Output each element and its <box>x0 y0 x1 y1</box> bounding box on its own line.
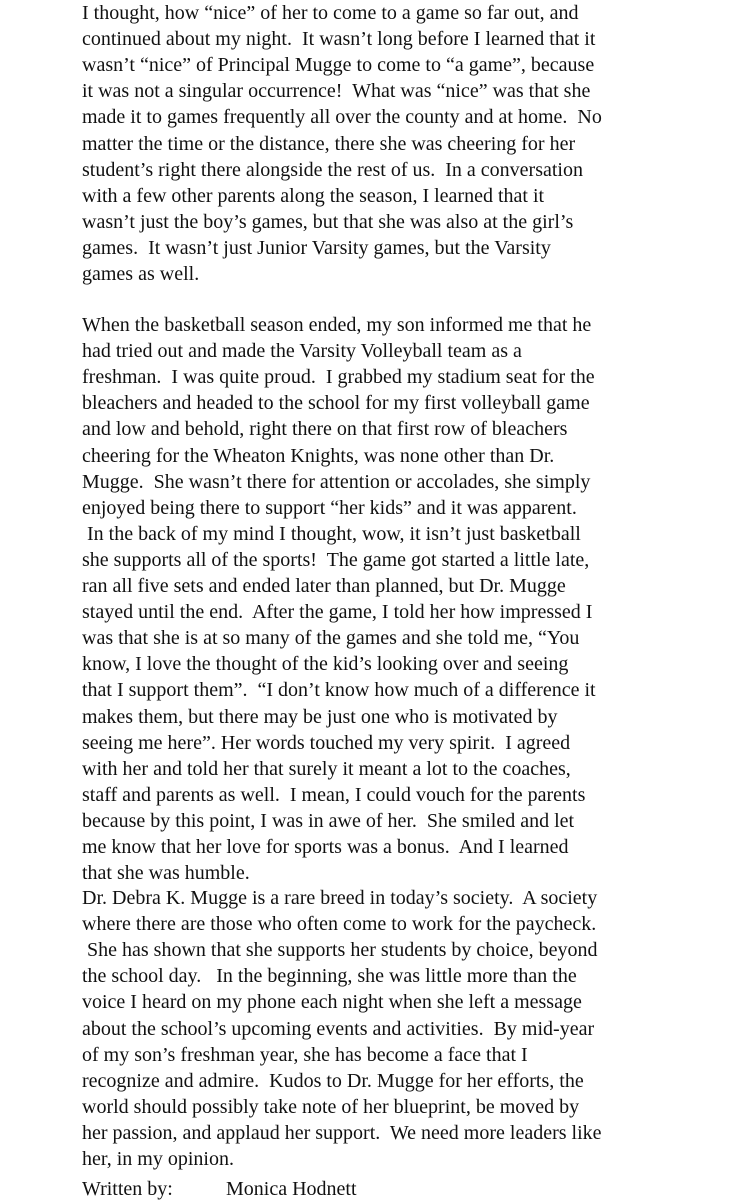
text-line: with a few other parents along the season, I learned that it <box>82 184 545 207</box>
text-line: In the back of my mind I thought, wow, it isn’t just basketball <box>82 522 581 545</box>
text-line: was that she is at so many of the games and she told me, “You <box>82 627 580 650</box>
signature-name: Monica Hodnett <box>226 1178 357 1200</box>
text-line: seeing me here”. Her words touched my very spirit. I agreed <box>82 731 571 754</box>
text-line: me know that her love for sports was a bonus. And I learned <box>82 836 569 858</box>
text-line: freshman. I was quite proud. I grabbed my stadium seat for the <box>82 366 595 389</box>
text-line: that I support them”. “I don’t know how much of a difference it <box>82 679 596 702</box>
text-line: Mugge. She wasn’t there for attention or accolades, she simply <box>82 470 591 493</box>
text-line: stayed until the end. After the game, I told her how impressed I <box>82 601 593 624</box>
text-line: ran all five sets and ended later than planned, but Dr. Mugge <box>82 575 566 597</box>
text-line: about the school’s upcoming events and activities. By mid-year <box>82 1017 595 1040</box>
text-line: that she was humble. <box>82 862 250 885</box>
text-line: bleachers and headed to the school for my first volleyball game <box>82 392 590 415</box>
text-line: student’s right there alongside the rest of us. In a conversation <box>82 158 583 181</box>
signature-label: Written by: <box>82 1178 173 1200</box>
text-line: Dr. Debra K. Mugge is a rare breed in today’s society. A society <box>82 887 598 909</box>
text-line: matter the time or the distance, there she was cheering for her <box>82 132 576 155</box>
text-line: wasn’t “nice” of Principal Mugge to come to “a game”, because <box>82 54 595 77</box>
text-line: voice I heard on my phone each night when she left a message <box>82 991 582 1014</box>
text-line: wasn’t just the boy’s games, but that she was also at the girl’s <box>82 210 574 233</box>
text-line: made it to games frequently all over the county and at home. No <box>82 106 602 129</box>
text-line: When the basketball season ended, my son informed me that he <box>82 314 592 336</box>
text-line: staff and parents as well. I mean, I could vouch for the parents <box>82 783 586 806</box>
text-line: it was not a singular occurrence! What was “nice” was that she <box>82 80 591 103</box>
text-line: where there are those who often come to work for the paycheck. <box>82 913 597 936</box>
text-line: because by this point, I was in awe of her. She smiled and let <box>82 809 575 832</box>
text-line: world should possibly take note of her blueprint, be moved by <box>82 1095 580 1118</box>
text-line: her, in my opinion. <box>82 1148 234 1170</box>
text-line: the school day. In the beginning, she was little more than the <box>82 965 577 988</box>
text-line: her passion, and applaud her support. We need more leaders like <box>82 1121 602 1144</box>
text-line: continued about my night. It wasn’t long before I learned that it <box>82 28 596 51</box>
text-line: know, I love the thought of the kid’s looking over and seeing <box>82 653 569 676</box>
text-line: games. It wasn’t just Junior Varsity games, but the Varsity <box>82 236 551 259</box>
text-line: and low and behold, right there on that first row of bleachers <box>82 418 568 441</box>
text-line: She has shown that she supports her students by choice, beyond <box>82 939 598 962</box>
text-line: had tried out and made the Varsity Volleyball team as a <box>82 340 522 363</box>
text-line: cheering for the Wheaton Knights, was none other than Dr. <box>82 444 555 467</box>
text-line: I thought, how “nice” of her to come to a game so far out, and <box>82 2 579 24</box>
text-line: games as well. <box>82 263 200 285</box>
text-line: makes them, but there may be just one who is motivated by <box>82 705 558 728</box>
text-line: of my son’s freshman year, she has become a face that I <box>82 1043 528 1066</box>
text-line: enjoyed being there to support “her kids” and it was apparent. <box>82 496 577 519</box>
text-line: she supports all of the sports! The game got started a little late, <box>82 548 590 571</box>
text-line: with her and told her that surely it meant a lot to the coaches, <box>82 757 571 780</box>
text-line: recognize and admire. Kudos to Dr. Mugge for her efforts, the <box>82 1069 584 1092</box>
